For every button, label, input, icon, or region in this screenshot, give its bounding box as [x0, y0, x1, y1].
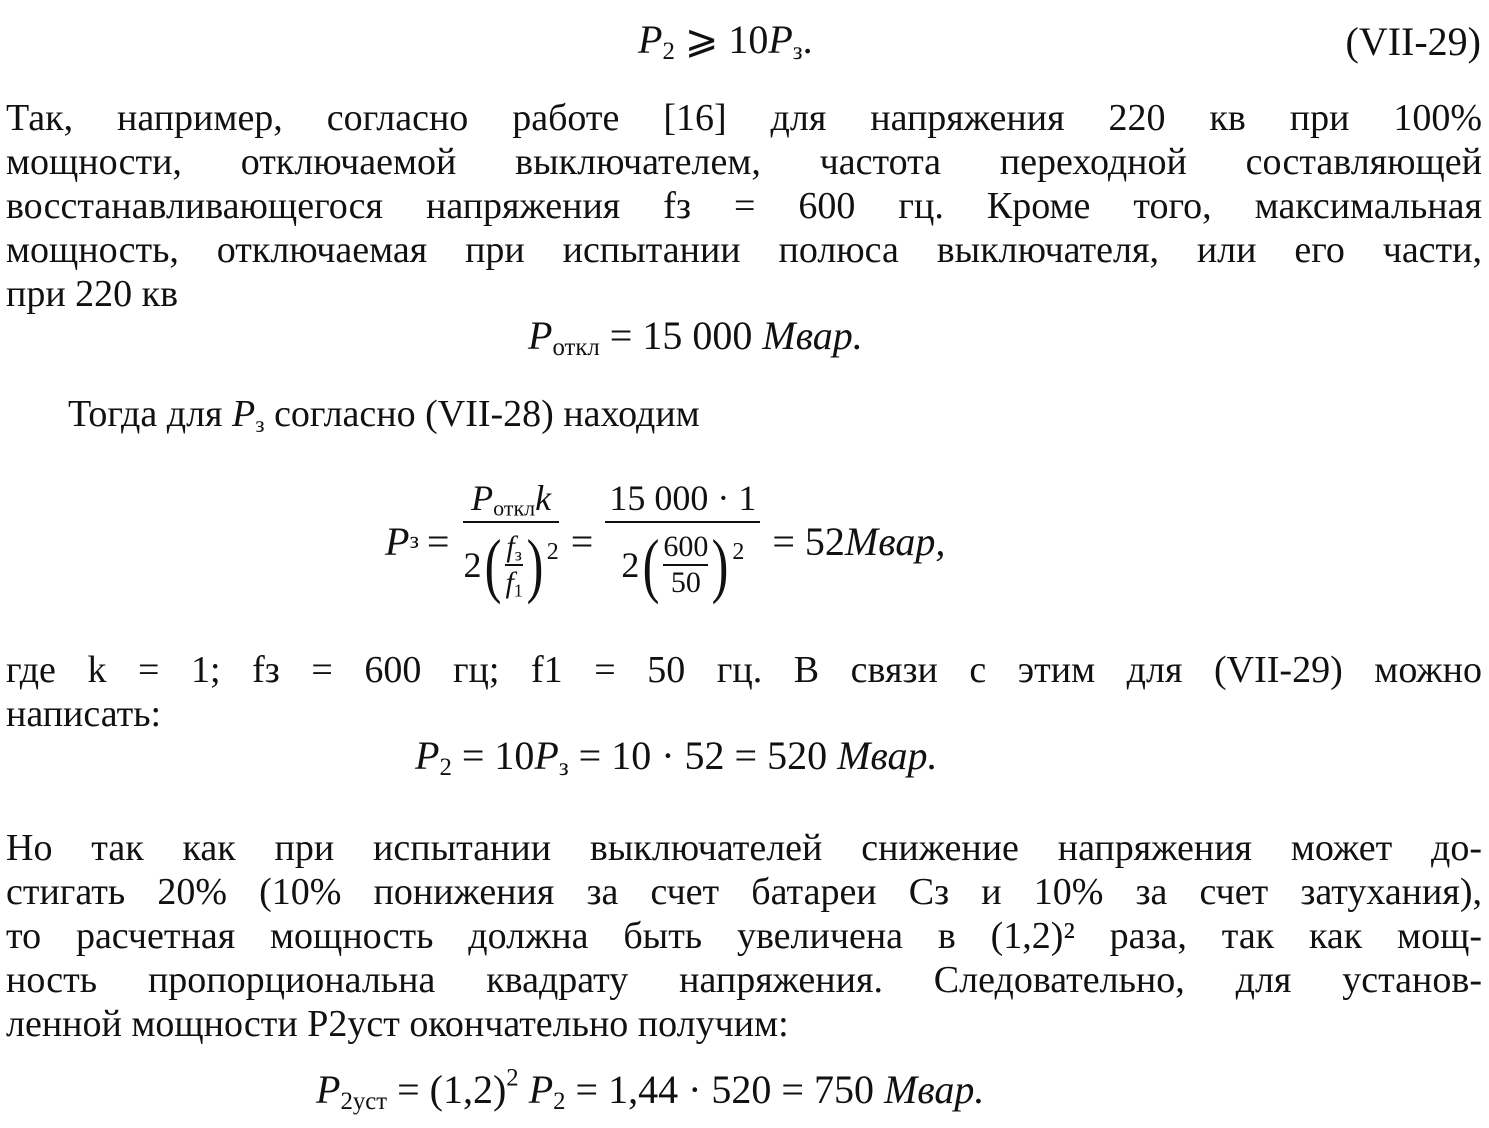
equation-p-otkl	[528, 312, 863, 360]
left-paren: (	[485, 525, 502, 605]
eq-unit: Мвар.	[883, 1067, 985, 1112]
eq-value: = 1,44 · 520 = 750	[565, 1067, 884, 1112]
eq-symbol: P	[471, 478, 494, 518]
eq-value: = 15 000	[599, 313, 763, 358]
paragraph-line: при 220 кв	[6, 273, 179, 315]
eq-symbol: f	[506, 530, 515, 563]
paragraph-line: мощности, отключаемой выключателем, частота переходной составляющей	[6, 141, 1482, 183]
fraction-2	[605, 477, 760, 605]
eq-subscript: 2	[553, 1088, 566, 1116]
paragraph-line: восстанавливающегося напряжения fз = 600 гц. Кроме того, максимальная	[6, 185, 1482, 227]
paragraph-1	[6, 96, 1482, 316]
eq-subscript: з	[255, 411, 265, 438]
eq-subscript: з	[514, 544, 522, 565]
eq-subscript: откл	[493, 495, 536, 521]
eq-value: = 10 · 52 = 520	[568, 733, 838, 778]
paragraph-text: согласно (VII-28) находим	[264, 393, 700, 435]
eq-exponent: 2	[506, 1064, 519, 1092]
eq-subscript: 2	[439, 754, 452, 782]
eq-equals: =	[426, 518, 450, 564]
eq-symbol: P	[385, 518, 410, 564]
eq-unit: Мвар,	[844, 518, 946, 564]
eq-equals: =	[570, 518, 594, 564]
paragraph-2	[68, 392, 700, 436]
fraction-denominator	[463, 523, 558, 605]
paragraph-line: Так, например, согласно работе [16] для напряжения 220 кв при 100%	[6, 97, 1482, 139]
fraction-numerator	[467, 477, 555, 521]
fraction-numerator: 15 000 · 1	[609, 478, 757, 518]
eq-subscript: откл	[552, 334, 600, 362]
eq-symbol: P	[528, 313, 553, 358]
eq-unit: Мвар.	[762, 313, 863, 358]
paragraph-line: мощность, отключаемая при испытании полюса выключателя, или его части,	[6, 229, 1482, 271]
right-paren: )	[526, 525, 544, 605]
coefficient: 2	[621, 545, 640, 585]
inner-denominator: 50	[670, 566, 701, 599]
equation-vii-29	[638, 16, 813, 64]
eq-text: = (1,2)	[387, 1067, 507, 1112]
eq-relation: ⩾ 10	[674, 17, 769, 62]
paragraph-line: то расчетная мощность должна быть увеличена в (1,2)² раза, так как мощ-	[6, 915, 1482, 957]
eq-symbol: f	[505, 566, 514, 599]
paragraph-line: Но так как при испытании выключателей снижение напряжения может до-	[6, 827, 1482, 869]
eq-subscript: 2уст	[340, 1088, 388, 1116]
eq-subscript: з	[558, 754, 569, 782]
fraction-1	[463, 477, 558, 605]
paragraph-line: стигать 20% (10% понижения за счет батареи Cз и 10% за счет затухания),	[6, 871, 1482, 913]
inner-fraction	[505, 530, 522, 600]
eq-symbol: k	[535, 478, 552, 518]
eq-symbol: P	[534, 733, 559, 778]
eq-symbol: P	[518, 1067, 554, 1112]
eq-symbol: P	[768, 17, 793, 62]
eq-text: = 10	[451, 733, 535, 778]
eq-unit: Мвар.	[837, 733, 938, 778]
eq-symbol: P	[638, 17, 663, 62]
equation-p2-ust	[316, 1066, 984, 1114]
inner-numerator: 600	[663, 530, 709, 563]
exponent: 2	[732, 539, 745, 565]
coefficient: 2	[463, 545, 482, 585]
fraction-denominator	[621, 523, 744, 605]
eq-subscript: 2	[662, 38, 675, 66]
left-paren: (	[642, 525, 660, 605]
paragraph-4	[6, 826, 1482, 1046]
eq-subscript: з	[792, 38, 803, 66]
exponent: 2	[546, 539, 559, 565]
paragraph-3	[6, 648, 1482, 736]
paragraph-line: где k = 1; fз = 600 гц; f1 = 50 гц. В связи с этим для (VII-29) можно	[6, 649, 1482, 691]
equation-p3-fraction: P з = $P_{откл}k$ 2 ( $\frac{f_з}{f_1}$ ) 2 = 15 000 · 1 2 ( $\frac{600}{50}$ ) 2 = 52 Мвар,	[385, 478, 946, 605]
paragraph-text: Тогда для	[68, 393, 233, 435]
paragraph-line: ленной мощности P2уст окончательно получим:	[6, 1003, 789, 1045]
inner-fraction	[663, 530, 708, 600]
equation-p2	[415, 732, 938, 780]
eq-subscript: 1	[513, 580, 523, 601]
eq-result: = 52	[772, 518, 845, 564]
eq-tail: .	[802, 17, 813, 62]
eq-symbol: P	[415, 733, 440, 778]
eq-symbol: P	[316, 1067, 341, 1112]
paragraph-line: написать:	[6, 693, 162, 735]
paragraph-line: ность пропорциональна квадрату напряжения. Следовательно, для установ-	[6, 959, 1482, 1001]
equation-number: (VII-29)	[1345, 19, 1481, 64]
right-paren: )	[711, 525, 729, 605]
eq-symbol: P	[232, 393, 256, 435]
